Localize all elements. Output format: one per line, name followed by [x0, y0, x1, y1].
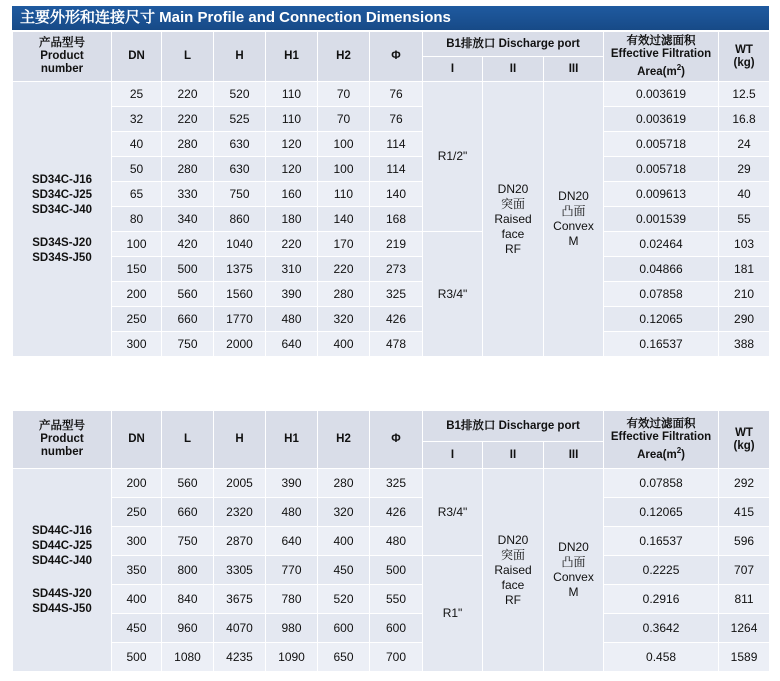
- header-product-en2: number: [40, 63, 84, 75]
- cell-phi: 219: [370, 232, 423, 257]
- cell-h: 630: [214, 132, 266, 157]
- header-port-iii: III: [544, 442, 604, 469]
- table-row: [13, 257, 770, 282]
- cell-phi: 478: [370, 332, 423, 357]
- header-wt-unit: (kg): [733, 439, 755, 452]
- cell-h1: 390: [266, 469, 318, 498]
- header-filtration-area: [604, 411, 719, 469]
- product-number: SD34C-J40: [31, 203, 93, 216]
- cell-dn: 300: [112, 332, 162, 357]
- table-row: [13, 469, 770, 498]
- cell-area: 0.16537: [604, 527, 719, 556]
- cell-h1: 980: [266, 614, 318, 643]
- cell-dn: 450: [112, 614, 162, 643]
- cell-dn: 200: [112, 469, 162, 498]
- product-number: SD44S-J20: [32, 587, 92, 600]
- header-area-close: ): [681, 448, 685, 461]
- cell-area: 0.458: [604, 643, 719, 672]
- cell-l: 280: [162, 132, 214, 157]
- cell-dn: 25: [112, 82, 162, 107]
- cell-dn: 80: [112, 207, 162, 232]
- header-dn: DN: [112, 411, 162, 469]
- table-row: [13, 182, 770, 207]
- port-ii-cell: [483, 469, 544, 672]
- dimension-table-sd34: [12, 31, 770, 357]
- port-ii-line: Raised: [494, 562, 532, 577]
- cell-l: 1080: [162, 643, 214, 672]
- cell-wt: 16.8: [719, 107, 770, 132]
- port-iii-line: Convex: [553, 570, 594, 584]
- cell-phi: 700: [370, 643, 423, 672]
- cell-phi: 600: [370, 614, 423, 643]
- cell-phi: 500: [370, 556, 423, 585]
- header-port-ii: II: [483, 442, 544, 469]
- header-area-en1: Effective Filtration: [610, 47, 712, 60]
- cell-h: 2000: [214, 332, 266, 357]
- cell-h2: 100: [318, 157, 370, 182]
- cell-dn: 65: [112, 182, 162, 207]
- cell-wt: 1264: [719, 614, 770, 643]
- table-row: [13, 307, 770, 332]
- cell-wt: 55: [719, 207, 770, 232]
- cell-phi: 168: [370, 207, 423, 232]
- cell-h2: 650: [318, 643, 370, 672]
- cell-h1: 310: [266, 257, 318, 282]
- port-ii-cell: [483, 82, 544, 357]
- table-row: [13, 82, 770, 107]
- header-phi: Φ: [370, 411, 423, 469]
- header-product-cn: 产品型号: [39, 37, 85, 49]
- cell-h: 2320: [214, 498, 266, 527]
- cell-l: 330: [162, 182, 214, 207]
- cell-h2: 70: [318, 107, 370, 132]
- product-cell: [13, 469, 112, 672]
- cell-h2: 170: [318, 232, 370, 257]
- header-h1: H1: [266, 411, 318, 469]
- cell-h1: 160: [266, 182, 318, 207]
- cell-wt: 415: [719, 498, 770, 527]
- cell-wt: 707: [719, 556, 770, 585]
- header-area-sup: 2: [676, 62, 682, 72]
- cell-l: 750: [162, 332, 214, 357]
- cell-area: 0.12065: [604, 307, 719, 332]
- cell-h1: 110: [266, 82, 318, 107]
- header-h: H: [214, 411, 266, 469]
- port-i-cell: R3/4": [423, 469, 483, 556]
- port-ii-line: RF: [505, 241, 521, 256]
- cell-h2: 520: [318, 585, 370, 614]
- port-ii-line: 突面: [500, 196, 525, 211]
- header-l: L: [162, 411, 214, 469]
- cell-h2: 70: [318, 82, 370, 107]
- cell-area: 0.005718: [604, 132, 719, 157]
- cell-h: 3675: [214, 585, 266, 614]
- cell-h2: 600: [318, 614, 370, 643]
- product-number: SD44C-J16: [31, 524, 93, 537]
- header-port-i: I: [423, 442, 483, 469]
- cell-h: 1770: [214, 307, 266, 332]
- header-product-en1: Product: [40, 433, 84, 445]
- header-filtration-area: [604, 32, 719, 82]
- header-product-en1: Product: [40, 50, 84, 62]
- cell-l: 500: [162, 257, 214, 282]
- cell-h: 1560: [214, 282, 266, 307]
- port-iii-line: 凸面: [561, 555, 586, 569]
- cell-dn: 200: [112, 282, 162, 307]
- port-ii-line: DN20: [497, 532, 529, 547]
- cell-wt: 1589: [719, 643, 770, 672]
- header-product-en2: number: [40, 446, 84, 458]
- header-phi: Φ: [370, 32, 423, 82]
- port-ii-line: face: [501, 226, 525, 241]
- table-row: [13, 232, 770, 257]
- cell-h1: 640: [266, 332, 318, 357]
- cell-wt: 40: [719, 182, 770, 207]
- cell-phi: 76: [370, 107, 423, 132]
- header-h1: H1: [266, 32, 318, 82]
- cell-area: 0.02464: [604, 232, 719, 257]
- header-discharge-port: B1排放口 Discharge port: [423, 411, 604, 442]
- cell-phi: 140: [370, 182, 423, 207]
- cell-wt: 811: [719, 585, 770, 614]
- cell-l: 340: [162, 207, 214, 232]
- port-iii-line: M: [568, 585, 579, 599]
- cell-h: 1375: [214, 257, 266, 282]
- table-row: [13, 332, 770, 357]
- header-wt-unit: (kg): [733, 56, 755, 69]
- cell-h1: 110: [266, 107, 318, 132]
- port-iii-cell: [544, 469, 604, 672]
- port-ii-line: RF: [505, 592, 521, 607]
- port-i-cell: R1/2": [423, 82, 483, 232]
- header-area-en1: Effective Filtration: [610, 430, 712, 443]
- cell-dn: 500: [112, 643, 162, 672]
- cell-h: 525: [214, 107, 266, 132]
- cell-h2: 100: [318, 132, 370, 157]
- port-ii-line: face: [501, 577, 525, 592]
- cell-dn: 40: [112, 132, 162, 157]
- product-number: SD34S-J20: [32, 236, 92, 249]
- cell-h: 4070: [214, 614, 266, 643]
- cell-area: 0.16537: [604, 332, 719, 357]
- cell-area: 0.12065: [604, 498, 719, 527]
- cell-area: 0.07858: [604, 469, 719, 498]
- cell-phi: 550: [370, 585, 423, 614]
- header-area-close: ): [681, 65, 685, 78]
- cell-h2: 280: [318, 469, 370, 498]
- cell-dn: 150: [112, 257, 162, 282]
- product-number: SD44C-J40: [31, 554, 93, 567]
- cell-h2: 450: [318, 556, 370, 585]
- cell-area: 0.005718: [604, 157, 719, 182]
- section-title: 主要外形和连接尺寸 Main Profile and Connection Dimensions: [12, 6, 769, 30]
- cell-area: 0.04866: [604, 257, 719, 282]
- cell-h: 520: [214, 82, 266, 107]
- cell-wt: 596: [719, 527, 770, 556]
- cell-l: 220: [162, 107, 214, 132]
- cell-l: 560: [162, 469, 214, 498]
- cell-phi: 114: [370, 157, 423, 182]
- header-area-sup: 2: [676, 445, 682, 455]
- header-port-ii: II: [483, 57, 544, 82]
- table-row: [13, 614, 770, 643]
- port-iii-line: DN20: [558, 189, 589, 203]
- cell-l: 220: [162, 82, 214, 107]
- cell-h2: 400: [318, 527, 370, 556]
- cell-wt: 12.5: [719, 82, 770, 107]
- cell-dn: 250: [112, 307, 162, 332]
- cell-phi: 273: [370, 257, 423, 282]
- port-iii-line: 凸面: [561, 204, 586, 218]
- cell-h2: 220: [318, 257, 370, 282]
- cell-area: 0.001539: [604, 207, 719, 232]
- cell-h2: 320: [318, 498, 370, 527]
- cell-l: 840: [162, 585, 214, 614]
- header-wt-label: WT: [735, 43, 753, 56]
- cell-dn: 32: [112, 107, 162, 132]
- cell-h1: 480: [266, 498, 318, 527]
- cell-phi: 325: [370, 469, 423, 498]
- table-row: [13, 282, 770, 307]
- port-iii-line: DN20: [558, 540, 589, 554]
- cell-phi: 426: [370, 307, 423, 332]
- cell-dn: 250: [112, 498, 162, 527]
- cell-h: 3305: [214, 556, 266, 585]
- cell-h2: 140: [318, 207, 370, 232]
- product-number: SD34C-J16: [31, 173, 93, 186]
- cell-h: 750: [214, 182, 266, 207]
- cell-area: 0.2916: [604, 585, 719, 614]
- header-area-unit: Area(m: [637, 65, 677, 78]
- header-port-iii: III: [544, 57, 604, 82]
- port-ii-line: Raised: [494, 211, 532, 226]
- cell-wt: 181: [719, 257, 770, 282]
- product-cell: [13, 82, 112, 357]
- cell-dn: 400: [112, 585, 162, 614]
- cell-h: 2005: [214, 469, 266, 498]
- header-wt-label: WT: [735, 426, 753, 439]
- table-row: [13, 585, 770, 614]
- table-row: [13, 556, 770, 585]
- cell-l: 560: [162, 282, 214, 307]
- cell-area: 0.003619: [604, 107, 719, 132]
- header-area-cn: 有效过滤面积: [626, 417, 696, 430]
- cell-wt: 388: [719, 332, 770, 357]
- cell-h1: 1090: [266, 643, 318, 672]
- header-wt: [719, 32, 770, 82]
- cell-h2: 280: [318, 282, 370, 307]
- product-number: SD34S-J50: [32, 251, 92, 264]
- table-row: [13, 207, 770, 232]
- cell-dn: 50: [112, 157, 162, 182]
- cell-h2: 320: [318, 307, 370, 332]
- table-row: [13, 643, 770, 672]
- header-area-en2: [604, 444, 718, 462]
- cell-l: 660: [162, 307, 214, 332]
- header-area-en2: [604, 61, 718, 79]
- header-l: L: [162, 32, 214, 82]
- cell-dn: 350: [112, 556, 162, 585]
- cell-wt: 210: [719, 282, 770, 307]
- cell-h1: 220: [266, 232, 318, 257]
- cell-h2: 400: [318, 332, 370, 357]
- cell-phi: 76: [370, 82, 423, 107]
- cell-wt: 24: [719, 132, 770, 157]
- cell-h2: 110: [318, 182, 370, 207]
- table-row: [13, 107, 770, 132]
- cell-dn: 300: [112, 527, 162, 556]
- cell-area: 0.009613: [604, 182, 719, 207]
- product-number: SD44S-J50: [32, 602, 92, 615]
- port-i-cell: R3/4": [423, 232, 483, 357]
- cell-h1: 780: [266, 585, 318, 614]
- cell-phi: 480: [370, 527, 423, 556]
- header-area-unit: Area(m: [637, 448, 677, 461]
- cell-h: 860: [214, 207, 266, 232]
- cell-l: 280: [162, 157, 214, 182]
- cell-wt: 29: [719, 157, 770, 182]
- cell-h1: 480: [266, 307, 318, 332]
- header-h: H: [214, 32, 266, 82]
- port-iii-cell: [544, 82, 604, 357]
- table-row: [13, 498, 770, 527]
- port-i-cell: R1": [423, 556, 483, 672]
- cell-l: 800: [162, 556, 214, 585]
- cell-l: 420: [162, 232, 214, 257]
- cell-h1: 120: [266, 157, 318, 182]
- cell-area: 0.3642: [604, 614, 719, 643]
- header-product: [13, 32, 112, 82]
- header-dn: DN: [112, 32, 162, 82]
- product-number: SD34C-J25: [31, 188, 93, 201]
- cell-h: 1040: [214, 232, 266, 257]
- port-iii-line: Convex: [553, 219, 594, 233]
- cell-l: 750: [162, 527, 214, 556]
- cell-area: 0.2225: [604, 556, 719, 585]
- header-product-cn: 产品型号: [39, 420, 85, 432]
- cell-phi: 426: [370, 498, 423, 527]
- cell-h1: 640: [266, 527, 318, 556]
- header-wt: [719, 411, 770, 469]
- cell-phi: 325: [370, 282, 423, 307]
- cell-area: 0.07858: [604, 282, 719, 307]
- port-ii-line: 突面: [500, 547, 525, 562]
- port-iii-line: M: [568, 234, 579, 248]
- cell-area: 0.003619: [604, 82, 719, 107]
- dimension-table-sd44: [12, 410, 770, 672]
- cell-h: 2870: [214, 527, 266, 556]
- cell-h1: 390: [266, 282, 318, 307]
- cell-wt: 290: [719, 307, 770, 332]
- cell-dn: 100: [112, 232, 162, 257]
- header-product: [13, 411, 112, 469]
- cell-wt: 103: [719, 232, 770, 257]
- cell-l: 660: [162, 498, 214, 527]
- header-h2: H2: [318, 411, 370, 469]
- table-row: [13, 132, 770, 157]
- header-area-cn: 有效过滤面积: [626, 34, 696, 47]
- cell-h1: 120: [266, 132, 318, 157]
- cell-h: 630: [214, 157, 266, 182]
- cell-phi: 114: [370, 132, 423, 157]
- cell-l: 960: [162, 614, 214, 643]
- cell-h1: 180: [266, 207, 318, 232]
- cell-h1: 770: [266, 556, 318, 585]
- header-discharge-port: B1排放口 Discharge port: [423, 32, 604, 57]
- cell-h: 4235: [214, 643, 266, 672]
- cell-wt: 292: [719, 469, 770, 498]
- port-ii-line: DN20: [497, 181, 529, 196]
- table-row: [13, 527, 770, 556]
- header-port-i: I: [423, 57, 483, 82]
- table-row: [13, 157, 770, 182]
- product-number: SD44C-J25: [31, 539, 93, 552]
- header-h2: H2: [318, 32, 370, 82]
